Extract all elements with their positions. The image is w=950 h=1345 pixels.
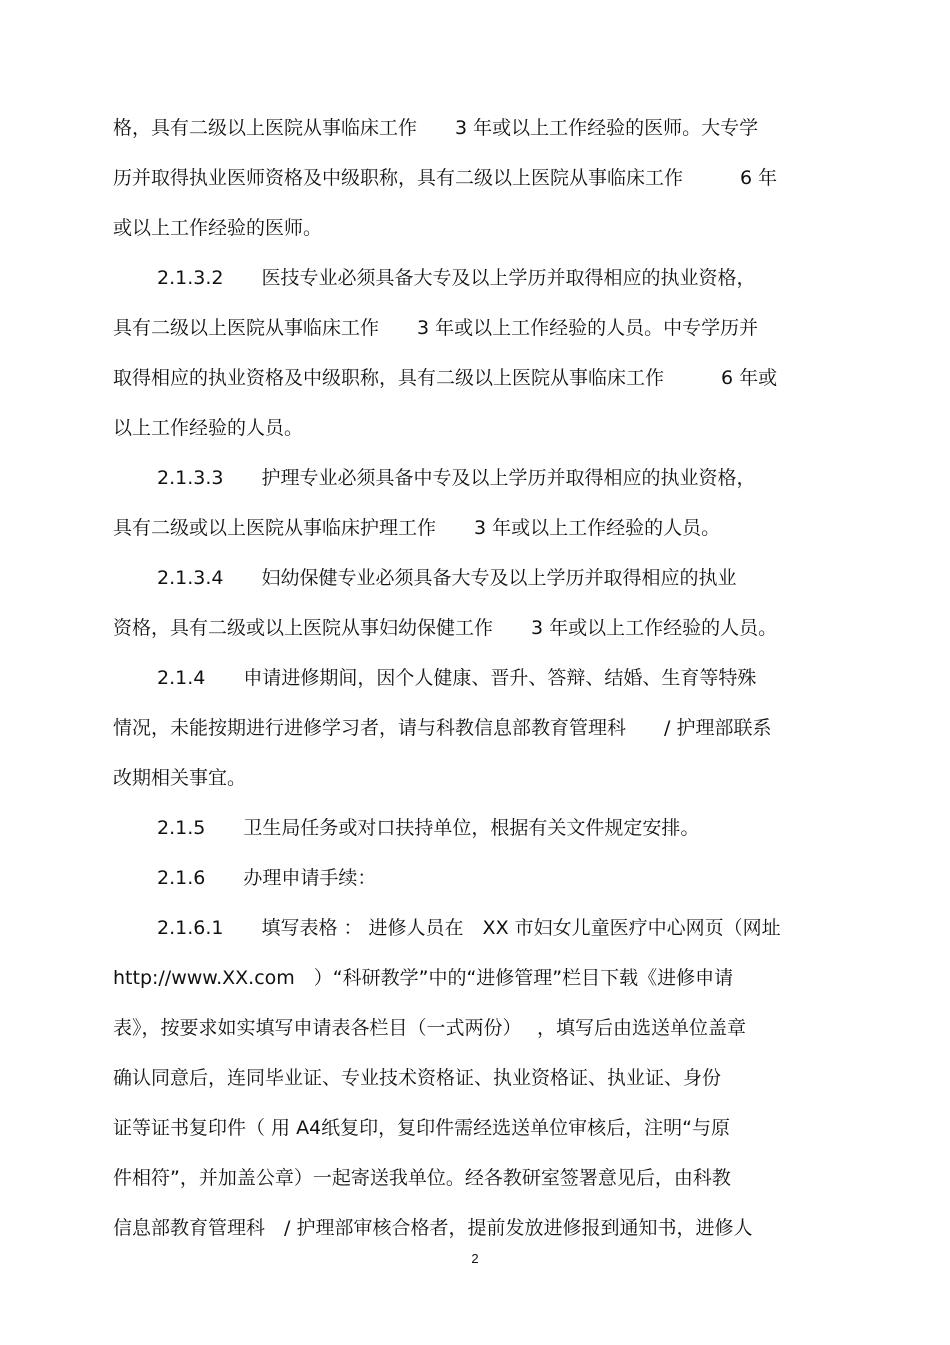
text-line-18: http://www.XX.com ）“科研教学”中的“进修管理”栏目下载《进修申请 — [113, 967, 734, 989]
section-2-1-6-line: 2.1.6 办理申请手续： — [157, 867, 377, 889]
text-line-23: 信息部教育管理科 / 护理部审核合格者，提前发放进修报到通知书，进修人 — [113, 1217, 753, 1239]
text-line-11: 资格，具有二级或以上医院从事妇幼保健工作 3 年或以上工作经验的人员。 — [113, 617, 778, 639]
page-number: 2 — [471, 1251, 479, 1266]
section-2-1-4-heading-line: 2.1.4 申请进修期间，因个人健康、晋升、答辩、结婚、生育等特殊 — [157, 667, 757, 689]
text-line-3: 或以上工作经验的医师。 — [113, 217, 323, 239]
section-2-1-6-1-heading-line: 2.1.6.1 填写表格 ： 进修人员在 XX 市妇女儿童医疗中心网页（网址 — [157, 917, 781, 939]
section-2-1-3-2-heading-line: 2.1.3.2 医技专业必须具备大专及以上学历并取得相应的执业资格， — [157, 267, 756, 289]
text-line-21: 证等证书复印件（ 用 A4纸复印，复印件需经选送单位审核后，注明“与原 — [113, 1117, 731, 1139]
text-line-1: 格，具有二级以上医院从事临床工作 3 年或以上工作经验的医师。大专学 — [113, 117, 759, 139]
text-line-7: 以上工作经验的人员。 — [113, 417, 304, 439]
text-line-9: 具有二级或以上医院从事临床护理工作 3 年或以上工作经验的人员。 — [113, 517, 721, 539]
text-line-5: 具有二级以上医院从事临床工作 3 年或以上工作经验的人员。中专学历并 — [113, 317, 759, 339]
text-line-14: 改期相关事宜。 — [113, 767, 247, 789]
text-line-6: 取得相应的执业资格及中级职称，具有二级以上医院从事临床工作 6 年或 — [113, 367, 778, 389]
section-2-1-5-line: 2.1.5 卫生局任务或对口扶持单位，根据有关文件规定安排。 — [157, 817, 700, 839]
text-line-20: 确认同意后，连同毕业证、专业技术资格证、执业资格证、执业证、身份 — [113, 1067, 722, 1089]
text-line-19: 表》，按要求如实填写申请表各栏目（一式两份） ，填写后由选送单位盖章 — [113, 1017, 747, 1039]
text-line-2: 历并取得执业医师资格及中级职称，具有二级以上医院从事临床工作 6 年 — [113, 167, 778, 189]
text-line-22: 件相符”，并加盖公章）一起寄送我单位。经各教研室签署意见后，由科教 — [113, 1167, 731, 1189]
text-line-13: 情况，未能按期进行进修学习者，请与科教信息部教育管理科 / 护理部联系 — [113, 717, 772, 739]
section-2-1-3-4-heading-line: 2.1.3.4 妇幼保健专业必须具备大专及以上学历并取得相应的执业 — [157, 567, 737, 589]
section-2-1-3-3-heading-line: 2.1.3.3 护理专业必须具备中专及以上学历并取得相应的执业资格， — [157, 467, 756, 489]
